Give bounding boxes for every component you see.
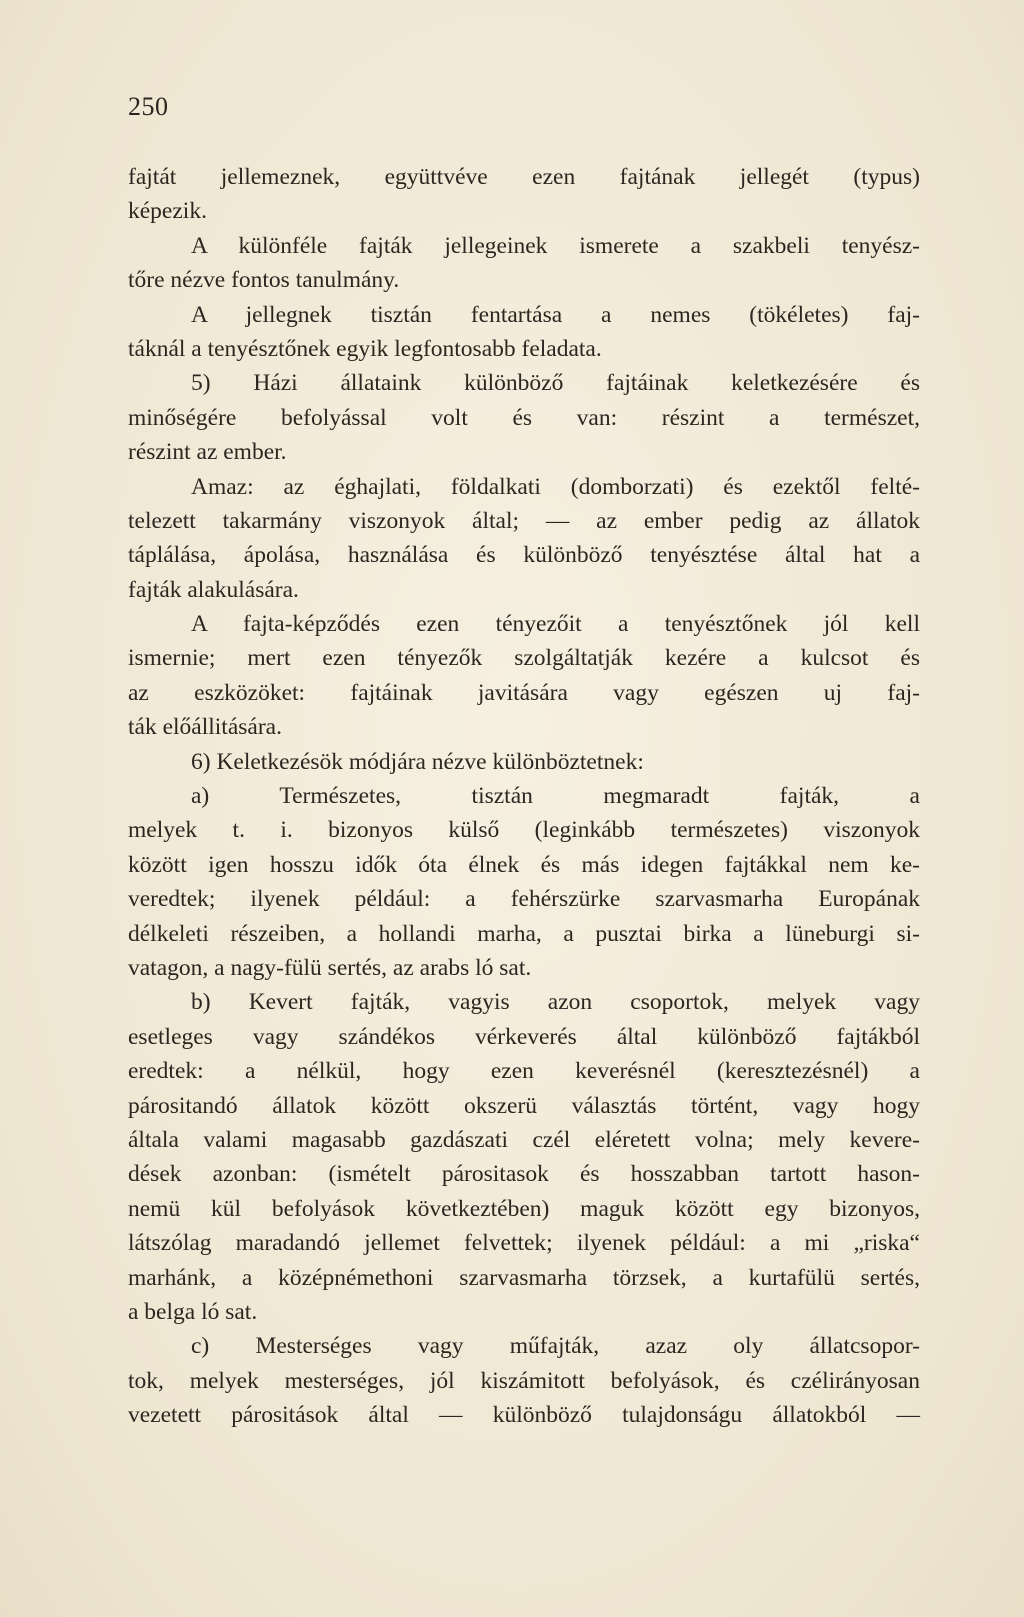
text-line: c) Mesterséges vagy műfajták, azaz oly állatcsopor- [191,1333,920,1360]
text-line: A különféle fajták jellegeinek ismerete a szakbeli tenyész- [191,232,920,259]
body-text [128,160,920,1432]
text-line: táplálása, ápolása, használása és különböző tenyésztése által hat a [128,542,920,569]
text-line: ismernie; mert ezen tényezők szolgáltatják kezére a kulcsot és [128,645,920,672]
text-line: telezett takarmány viszonyok által; — az ember pedig az állatok [128,507,920,534]
text-line: általa valami magasabb gazdászati czél eléretett volna; mely kevere- [128,1126,920,1153]
text-line: A jellegnek tisztán fentartása a nemes (tökéletes) faj- [191,301,920,328]
text-line: 6) Keletkezésök módjára nézve különböztetnek: [191,748,644,775]
text-line: az eszközöket: fajtáinak javitására vagy egészen uj faj- [128,679,920,706]
text-line: esetleges vagy szándékos vérkeverés által különböző fajtákból [128,1023,920,1050]
text-line: fajták alakulására. [128,576,299,603]
text-line: a) Természetes, tisztán megmaradt fajták, a [191,783,920,810]
text-line: fajtát jellemeznek, együttvéve ezen fajtának jellegét (typus) [128,164,920,190]
text-line: képezik. [128,198,207,225]
text-line: párositandó állatok között okszerü választás történt, vagy hogy [128,1092,920,1119]
text-line: részint az ember. [128,439,287,466]
text-line: délkeleti részeiben, a hollandi marha, a pusztai birka a lüneburgi si- [128,920,920,947]
text-line: minőségére befolyással volt és van: részint a természet, [128,404,920,431]
text-line: a belga ló sat. [128,1298,258,1325]
text-line: nemü kül befolyások következtében) maguk között egy bizonyos, [128,1195,920,1222]
text-line: között igen hosszu idők óta élnek és más idegen fajtákkal nem ke- [128,851,920,878]
text-line: marhánk, a középnémethoni szarvasmarha törzsek, a kurtafülü sertés, [128,1264,920,1291]
text-line: Amaz: az éghajlati, földalkati (domborzati) és ezektől felté- [191,473,920,500]
text-line: vezetett párositások által — különböző tulajdonságu állatokból — [128,1402,920,1429]
page-number: 250 [128,92,169,121]
text-line: vatagon, a nagy-fülü sertés, az arabs ló sat. [128,954,532,981]
text-line: tok, melyek mesterséges, jól kiszámitott befolyások, és czélirányosan [128,1367,920,1394]
text-line: veredtek; ilyenek például: a fehérszürke szarvasmarha Europának [128,886,920,913]
text-line: tőre nézve fontos tanulmány. [128,267,400,294]
text-line: ták előállitására. [128,714,282,741]
text-line: eredtek: a nélkül, hogy ezen keverésnél (keresztezésnél) a [128,1058,920,1085]
text-line: 5) Házi állataink különböző fajtáinak keletkezésére és [191,370,920,397]
text-line: b) Kevert fajták, vagyis azon csoportok, melyek vagy [191,989,920,1016]
text-line: dések azonban: (ismételt párositasok és hosszabban tartott hason- [128,1161,920,1188]
text-line: táknál a tenyésztőnek egyik legfontosabb feladata. [128,335,602,362]
text-line: A fajta-képződés ezen tényezőit a tenyésztőnek jól kell [191,611,920,638]
text-line: melyek t. i. bizonyos külső (leginkább természetes) viszonyok [128,817,920,844]
text-line: látszólag maradandó jellemet felvettek; ilyenek például: a mi „riska“ [128,1230,920,1257]
